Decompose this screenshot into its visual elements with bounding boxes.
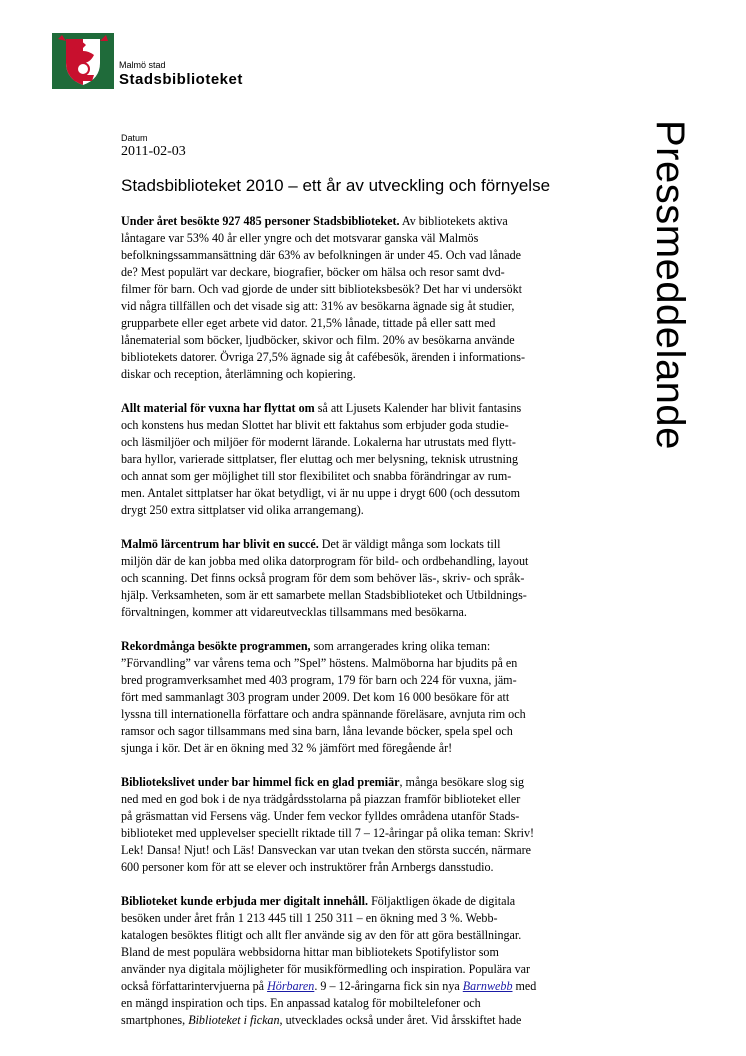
barnwebb-link[interactable]: Barnwebb [462,979,513,993]
paragraph-lead: Rekordmånga besökte programmen, [121,639,311,653]
paragraph-line: drygt 250 extra sittplatser vid olika arrangemang). [121,503,364,517]
paragraph-line: 600 personer kom för att se elever och instruktörer från Arnbergs dansstudio. [121,860,494,874]
paragraph-line: smartphones, Biblioteket i fickan, utvecklades också under året. Vid årsskiftet hade [121,1013,522,1027]
paragraph-line: besöken under året från 1 213 445 till 1 250 311 – en ökning med 3 %. Webb- [121,911,498,925]
org-name-large: Stadsbiblioteket [119,71,243,88]
org-name-small: Malmö stad [119,60,166,70]
paragraph-line: och läsmiljöer och miljöer för modernt lärande. Lokalerna har utrustats med flytt- [121,435,516,449]
paragraph-line: lyssna till internationella författare och andra spännande föreläsare, avnjuta rim och [121,707,526,721]
paragraph-line: fört med sammanlagt 303 program under 2009. Det kom 16 000 besökare för att [121,690,510,704]
paragraph-line: på gräsmattan vid Fersens väg. Under fem veckor fylldes områdena utanför Stads- [121,809,520,823]
paragraph-line: lånematerial som böcker, ljudböcker, skivor och film. 20% av besökarna använde [121,333,515,347]
paragraph-line: en mängd inspiration och tips. En anpassad katalog för mobiltelefoner och [121,996,481,1010]
paragraph-programs [121,638,579,757]
paragraph-line: hjälp. Verksamheten, som är ett samarbete mellan Stadsbiblioteket och Utbildnings- [121,588,527,602]
paragraph-line: ramsor och sagor tillsammans med sina barn, låna levande böcker, spela spel och [121,724,513,738]
paragraph-line: Biblioteket kunde erbjuda mer digitalt innehåll. Följaktligen ökade de digitala [121,894,516,908]
paragraph-line: Under året besökte 927 485 personer Stadsbiblioteket. Av bibliotekets aktiva [121,214,508,228]
paragraph-line: förvaltningen, kommer att vidareutvecklas tillsammans med besökarna. [121,605,467,619]
paragraph-line: också författarintervjuerna på Hörbaren. 9 – 12-åringarna fick sin nya Barnwebb med [121,979,537,993]
paragraph-line: vid några tillfällen och det visade sig att: 31% av besökarna ägnade sig åt studier, [121,299,515,313]
paragraph-line: och scanning. Det finns också program för dem som behöver läs-, skriv- och språk- [121,571,525,585]
paragraph-line: Rekordmånga besökte programmen, som arrangerades kring olika teman: [121,639,491,653]
paragraph-line: befolkningssammansättning där 63% av befolkningen är under 45. Och vad lånade [121,248,521,262]
paragraph-lead: Malmö lärcentrum har blivit en succé. [121,537,319,551]
headline: Stadsbiblioteket 2010 – ett år av utveckling och förnyelse [121,176,551,195]
paragraph-line: Malmö lärcentrum har blivit en succé. Det är väldigt många som lockats till [121,537,501,551]
paragraph-line: biblioteket med upplevelser speciellt riktade till 7 – 12-åringar på olika teman: Skriv! [121,826,535,840]
paragraph-lead: Bibliotekslivet under bar himmel fick en glad premiär [121,775,400,789]
paragraph-line: och konstens hus medan Slottet har blivit ett faktahus som erbjuder goda studie- [121,418,509,432]
paragraph-material-moved [121,400,579,519]
paragraph-line: Bland de mest populära webbsidorna hittar man bibliotekets Spotifylistor som [121,945,499,959]
paragraph-line: använder nya digitala möjligheter för musikförmedling och inspiration. Populära var [121,962,531,976]
horbaren-link[interactable]: Hörbaren [267,979,315,993]
body-text [121,213,579,1046]
paragraph-line: ned med en god bok i de nya trädgårdsstolarna på piazzan framför biblioteket eller [121,792,521,806]
paragraph-line: men. Antalet sittplatser har ökat betydligt, vi är nu uppe i drygt 600 (och dessutom [121,486,521,500]
paragraph-line: ”Förvandling” var vårens tema och ”Spel” höstens. Malmöborna har bjudits på en [121,656,518,670]
paragraph-line: de? Mest populärt var deckare, biografier, böcker om hälsa och resor samt dvd- [121,265,505,279]
paragraph-learning-center [121,536,579,621]
paragraph-line: katalogen besöktes flitigt och allt fler använde sig av den för att göra beställningar. [121,928,522,942]
paragraph-line: Allt material för vuxna har flyttat om så att Ljusets Kalender har blivit fantasins [121,401,522,415]
paragraph-visitors [121,213,579,383]
date-value: 2011-02-03 [121,144,186,159]
paragraph-lead: Biblioteket kunde erbjuda mer digitalt innehåll. [121,894,369,908]
paragraph-lead: Allt material för vuxna har flyttat om [121,401,315,415]
paragraph-line: grupparbete eller eget arbete vid dator. 21,5% lånade, tittade på eller satt med [121,316,496,330]
paragraph-line: filmer för barn. Och vad gjorde de under sitt biblioteksbesök? Det har vi undersökt [121,282,523,296]
italic-title: Biblioteket i fickan, [188,1013,283,1027]
paragraph-line: Bibliotekslivet under bar himmel fick en glad premiär, många besökare slog sig [121,775,525,789]
paragraph-outdoor-library [121,774,579,876]
paragraph-line: bara hyllor, varierade sittplatser, fler eluttag och mer belysning, teknisk utrustning [121,452,519,466]
paragraph-line: diskar och reception, återlämning och kopiering. [121,367,356,381]
paragraph-line: Lek! Dansa! Njut! och Läs! Dansveckan var utan tvekan den största succén, närmare [121,843,532,857]
paragraph-line: sjunga i kör. Det är en ökning med 32 % jämfört med föregående år! [121,741,453,755]
date-label: Datum [121,133,148,143]
side-label-pressmeddelande: Pressmeddelande [648,120,692,450]
paragraph-line: miljön där de kan jobba med olika datorprogram för bild- och ordbehandling, layout [121,554,529,568]
paragraph-line: bibliotekets datorer. Övriga 27,5% ägnade sig åt cafébesök, ärenden i informations- [121,350,526,364]
paragraph-lead: Under året besökte 927 485 personer Stadsbiblioteket. [121,214,400,228]
paragraph-line: låntagare var 53% 40 år eller yngre och det motsvarar ganska väl Malmös [121,231,479,245]
paragraph-line: och annat som ger möjlighet till stor flexibilitet och snabba förändringar av rum- [121,469,512,483]
paragraph-line: bred programverksamhet med 403 program, 179 för barn och 224 för vuxna, jäm- [121,673,517,687]
side-label-container [612,120,704,580]
malmo-stad-coat-of-arms-logo [52,33,114,89]
paragraph-digital-content [121,893,579,1029]
